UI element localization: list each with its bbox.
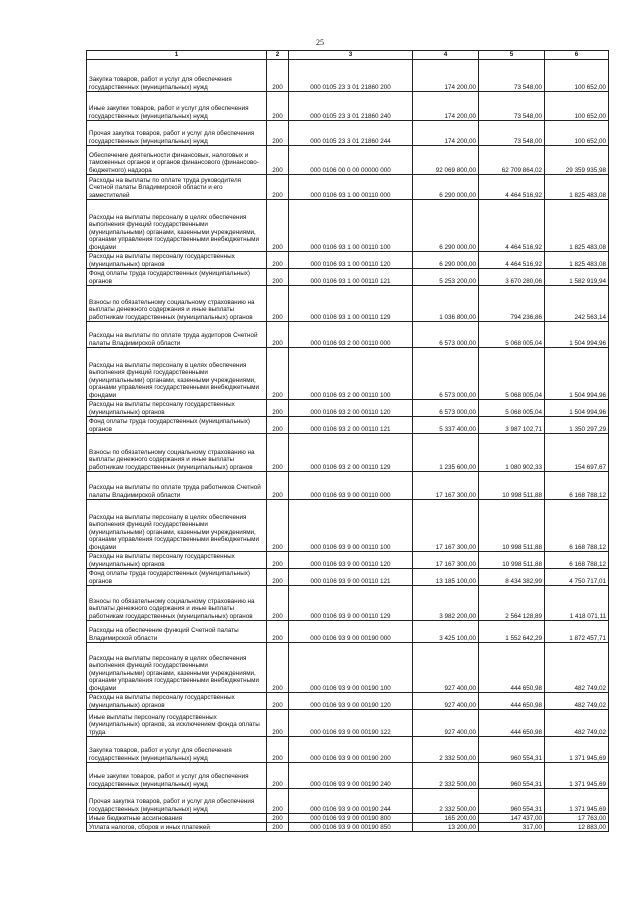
row-approved-cell: 92 069 800,00 [413, 146, 479, 175]
row-line-code-cell: 200 [267, 175, 289, 200]
row-unexecuted-cell: 100 652,00 [545, 92, 609, 121]
row-budget-code-cell: 000 0106 93 9 00 00190 122 [289, 710, 413, 737]
row-approved-cell: 6 290 000,00 [413, 252, 479, 269]
table-row [87, 693, 609, 710]
row-budget-code-cell: 000 0106 93 9 00 00190 200 [289, 737, 413, 763]
row-line-code-cell: 200 [267, 643, 289, 693]
row-line-code-cell: 200 [267, 252, 289, 269]
table-row [87, 200, 609, 252]
row-executed-cell: 444 650,98 [479, 710, 545, 737]
row-line-code-cell: 200 [267, 286, 289, 322]
row-name-cell: Фонд оплаты труда государственных (муниципальных) органов [87, 417, 267, 434]
row-unexecuted-cell: 1 825 483,08 [545, 175, 609, 200]
row-budget-code-cell: 000 0106 93 2 00 00110 120 [289, 400, 413, 417]
row-budget-code-cell: 000 0106 93 9 00 00110 121 [289, 569, 413, 586]
table-row [87, 60, 609, 92]
row-unexecuted-cell: 6 168 788,12 [545, 552, 609, 569]
row-approved-cell: 2 332 500,00 [413, 737, 479, 763]
table-row [87, 814, 609, 823]
table-row [87, 252, 609, 269]
row-name-cell: Расходы на выплаты персоналу в целях обеспечения выполнения функций государственными (муниципальными) органами, казенными учреждениями, органами управления государственными внебюджетными фондами [87, 200, 267, 252]
row-executed-cell: 4 464 516,92 [479, 175, 545, 200]
row-name-cell: Иные закупки товаров, работ и услуг для обеспечения государственных (муниципальных) нужд [87, 92, 267, 121]
row-name-cell: Взносы по обязательному социальному страхованию на выплаты денежного содержания и иные выплаты работникам государственных (муниципальных) органов [87, 286, 267, 322]
row-approved-cell: 17 167 300,00 [413, 500, 479, 552]
column-header: 6 [545, 51, 609, 60]
row-budget-code-cell: 000 0106 93 1 00 00110 120 [289, 252, 413, 269]
row-unexecuted-cell: 1 371 945,69 [545, 737, 609, 763]
row-unexecuted-cell: 242 563,14 [545, 286, 609, 322]
row-executed-cell: 5 068 005,04 [479, 322, 545, 348]
table-row [87, 569, 609, 586]
row-executed-cell: 5 068 005,04 [479, 348, 545, 400]
row-unexecuted-cell: 6 168 788,12 [545, 472, 609, 500]
row-unexecuted-cell: 1 825 483,08 [545, 200, 609, 252]
table-row [87, 434, 609, 472]
table-row [87, 121, 609, 146]
row-budget-code-cell: 000 0106 93 9 00 00110 100 [289, 500, 413, 552]
row-name-cell: Расходы на выплаты по оплате труда аудиторов Счетной палаты Владимирской области [87, 322, 267, 348]
row-line-code-cell: 200 [267, 400, 289, 417]
table-row [87, 269, 609, 286]
row-unexecuted-cell: 482 749,02 [545, 643, 609, 693]
table-row [87, 710, 609, 737]
column-header: 3 [289, 51, 413, 60]
row-line-code-cell: 200 [267, 814, 289, 823]
row-budget-code-cell: 000 0106 93 9 00 00190 244 [289, 789, 413, 814]
row-unexecuted-cell: 29 359 935,98 [545, 146, 609, 175]
row-approved-cell: 2 332 500,00 [413, 789, 479, 814]
row-name-cell: Расходы на выплаты персоналу в целях обеспечения выполнения функций государственными (муниципальными) органами, казенными учреждениями, органами управления государственными внебюджетными фондами [87, 500, 267, 552]
row-executed-cell: 3 670 280,06 [479, 269, 545, 286]
table-body [87, 60, 609, 832]
row-executed-cell: 62 709 864,02 [479, 146, 545, 175]
row-budget-code-cell: 000 0106 93 1 00 00110 000 [289, 175, 413, 200]
table-row [87, 417, 609, 434]
row-line-code-cell: 200 [267, 569, 289, 586]
table-row [87, 763, 609, 789]
row-line-code-cell: 200 [267, 472, 289, 500]
row-name-cell: Взносы по обязательному социальному страхованию на выплаты денежного содержания и иные выплаты работникам государственных (муниципальных) органов [87, 434, 267, 472]
column-header: 4 [413, 51, 479, 60]
row-approved-cell: 13 185 100,00 [413, 569, 479, 586]
row-approved-cell: 6 573 000,00 [413, 400, 479, 417]
row-budget-code-cell: 000 0106 93 1 00 00110 100 [289, 200, 413, 252]
row-name-cell: Расходы на выплаты персоналу государственных (муниципальных) органов [87, 552, 267, 569]
row-approved-cell: 6 290 000,00 [413, 175, 479, 200]
row-budget-code-cell: 000 0106 93 1 00 00110 129 [289, 286, 413, 322]
table-row [87, 92, 609, 121]
table-row [87, 823, 609, 832]
row-line-code-cell: 200 [267, 586, 289, 621]
row-approved-cell: 174 200,00 [413, 121, 479, 146]
table-row [87, 400, 609, 417]
row-line-code-cell: 200 [267, 789, 289, 814]
row-budget-code-cell: 000 0105 23 3 01 21860 200 [289, 60, 413, 92]
row-name-cell: Иные бюджетные ассигнования [87, 814, 267, 823]
row-approved-cell: 1 036 800,00 [413, 286, 479, 322]
row-unexecuted-cell: 100 652,00 [545, 121, 609, 146]
row-unexecuted-cell: 1 504 994,96 [545, 322, 609, 348]
row-line-code-cell: 200 [267, 621, 289, 643]
row-unexecuted-cell: 1 504 994,96 [545, 348, 609, 400]
row-line-code-cell: 200 [267, 823, 289, 832]
row-name-cell: Расходы на выплаты персоналу государственных (муниципальных) органов [87, 400, 267, 417]
column-header: 2 [267, 51, 289, 60]
row-executed-cell: 960 554,31 [479, 789, 545, 814]
row-budget-code-cell: 000 0106 93 2 00 00110 000 [289, 322, 413, 348]
row-unexecuted-cell: 482 749,02 [545, 710, 609, 737]
row-executed-cell: 4 464 516,92 [479, 252, 545, 269]
table-row [87, 472, 609, 500]
row-executed-cell: 3 987 102,71 [479, 417, 545, 434]
row-unexecuted-cell: 482 749,02 [545, 693, 609, 710]
row-line-code-cell: 200 [267, 322, 289, 348]
row-unexecuted-cell: 1 825 483,08 [545, 252, 609, 269]
row-approved-cell: 17 167 300,00 [413, 472, 479, 500]
row-name-cell: Расходы на выплаты по оплате труда работников Счетной палаты Владимирской области [87, 472, 267, 500]
row-line-code-cell: 200 [267, 500, 289, 552]
row-budget-code-cell: 000 0106 93 9 00 00190 240 [289, 763, 413, 789]
row-executed-cell: 444 650,98 [479, 693, 545, 710]
row-approved-cell: 6 573 000,00 [413, 322, 479, 348]
row-name-cell: Закупка товаров, работ и услуг для обеспечения государственных (муниципальных) нужд [87, 737, 267, 763]
row-line-code-cell: 200 [267, 763, 289, 789]
row-name-cell: Иные выплаты персоналу государственных (муниципальных) органов, за исключением фонда оплаты труда [87, 710, 267, 737]
row-budget-code-cell: 000 0106 93 2 00 00110 129 [289, 434, 413, 472]
budget-execution-table [86, 50, 609, 832]
row-name-cell: Расходы на обеспечение функций Счетной палаты Владимирской области [87, 621, 267, 643]
table-row [87, 586, 609, 621]
row-line-code-cell: 200 [267, 710, 289, 737]
row-approved-cell: 13 200,00 [413, 823, 479, 832]
row-name-cell: Закупка товаров, работ и услуг для обеспечения государственных (муниципальных) нужд [87, 60, 267, 92]
row-executed-cell: 794 236,86 [479, 286, 545, 322]
row-budget-code-cell: 000 0105 23 3 01 21860 240 [289, 92, 413, 121]
row-name-cell: Расходы на выплаты по оплате труда руководителя Счетной палаты Владимирской области и его заместителей [87, 175, 267, 200]
row-approved-cell: 174 200,00 [413, 60, 479, 92]
row-approved-cell: 3 982 200,00 [413, 586, 479, 621]
row-executed-cell: 73 548,00 [479, 92, 545, 121]
table-row [87, 286, 609, 322]
row-budget-code-cell: 000 0106 93 9 00 00110 129 [289, 586, 413, 621]
row-budget-code-cell: 000 0106 00 0 00 00000 000 [289, 146, 413, 175]
row-unexecuted-cell: 154 697,67 [545, 434, 609, 472]
row-unexecuted-cell: 1 371 945,69 [545, 789, 609, 814]
row-line-code-cell: 200 [267, 348, 289, 400]
row-budget-code-cell: 000 0106 93 9 00 00190 120 [289, 693, 413, 710]
row-line-code-cell: 200 [267, 552, 289, 569]
row-unexecuted-cell: 12 883,00 [545, 823, 609, 832]
row-budget-code-cell: 000 0106 93 1 00 00110 121 [289, 269, 413, 286]
row-executed-cell: 960 554,31 [479, 737, 545, 763]
row-line-code-cell: 200 [267, 434, 289, 472]
row-budget-code-cell: 000 0106 93 2 00 00110 100 [289, 348, 413, 400]
row-approved-cell: 927 400,00 [413, 710, 479, 737]
row-line-code-cell: 200 [267, 200, 289, 252]
column-header: 5 [479, 51, 545, 60]
row-unexecuted-cell: 1 418 071,11 [545, 586, 609, 621]
row-unexecuted-cell: 4 750 717,01 [545, 569, 609, 586]
table-row [87, 146, 609, 175]
row-executed-cell: 10 998 511,88 [479, 552, 545, 569]
row-unexecuted-cell: 6 168 788,12 [545, 500, 609, 552]
row-executed-cell: 147 437,00 [479, 814, 545, 823]
row-executed-cell: 73 548,00 [479, 60, 545, 92]
table-row [87, 322, 609, 348]
table-row [87, 789, 609, 814]
row-line-code-cell: 200 [267, 121, 289, 146]
row-budget-code-cell: 000 0106 93 9 00 00190 850 [289, 823, 413, 832]
row-approved-cell: 165 200,00 [413, 814, 479, 823]
row-budget-code-cell: 000 0106 93 9 00 00110 120 [289, 552, 413, 569]
page-number: 25 [316, 38, 324, 47]
row-unexecuted-cell: 17 763,00 [545, 814, 609, 823]
row-name-cell: Прочая закупка товаров, работ и услуг для обеспечения государственных (муниципальных) нужд [87, 789, 267, 814]
row-executed-cell: 73 548,00 [479, 121, 545, 146]
row-unexecuted-cell: 1 350 297,29 [545, 417, 609, 434]
row-approved-cell: 2 332 500,00 [413, 763, 479, 789]
row-approved-cell: 174 200,00 [413, 92, 479, 121]
row-executed-cell: 2 564 128,89 [479, 586, 545, 621]
table-row [87, 175, 609, 200]
table-row [87, 737, 609, 763]
row-approved-cell: 927 400,00 [413, 693, 479, 710]
row-approved-cell: 6 573 000,00 [413, 348, 479, 400]
row-executed-cell: 317,00 [479, 823, 545, 832]
row-approved-cell: 6 290 000,00 [413, 200, 479, 252]
row-name-cell: Прочая закупка товаров, работ и услуг для обеспечения государственных (муниципальных) нужд [87, 121, 267, 146]
row-approved-cell: 927 400,00 [413, 643, 479, 693]
table-row [87, 643, 609, 693]
row-name-cell: Взносы по обязательному социальному страхованию на выплаты денежного содержания и иные выплаты работникам государственных (муниципальных) органов [87, 586, 267, 621]
row-name-cell: Обеспечение деятельности финансовых, налоговых и таможенных органов и органов финансового (финансово-бюджетного) надзора [87, 146, 267, 175]
row-executed-cell: 8 434 382,99 [479, 569, 545, 586]
column-header: 1 [87, 51, 267, 60]
row-executed-cell: 1 552 642,29 [479, 621, 545, 643]
row-approved-cell: 5 337 400,00 [413, 417, 479, 434]
row-name-cell: Иные закупки товаров, работ и услуг для обеспечения государственных (муниципальных) нужд [87, 763, 267, 789]
row-line-code-cell: 200 [267, 146, 289, 175]
column-number-row [87, 51, 609, 60]
row-name-cell: Фонд оплаты труда государственных (муниципальных) органов [87, 569, 267, 586]
row-budget-code-cell: 000 0106 93 9 00 00190 100 [289, 643, 413, 693]
row-executed-cell: 5 068 005,04 [479, 400, 545, 417]
row-unexecuted-cell: 100 652,00 [545, 60, 609, 92]
row-line-code-cell: 200 [267, 92, 289, 121]
row-executed-cell: 960 554,31 [479, 763, 545, 789]
row-executed-cell: 1 080 902,33 [479, 434, 545, 472]
row-line-code-cell: 200 [267, 269, 289, 286]
row-approved-cell: 1 235 600,00 [413, 434, 479, 472]
row-unexecuted-cell: 1 582 919,94 [545, 269, 609, 286]
row-unexecuted-cell: 1 504 994,96 [545, 400, 609, 417]
row-name-cell: Расходы на выплаты персоналу государственных (муниципальных) органов [87, 693, 267, 710]
row-line-code-cell: 200 [267, 693, 289, 710]
row-line-code-cell: 200 [267, 417, 289, 434]
row-unexecuted-cell: 1 872 457,71 [545, 621, 609, 643]
row-name-cell: Расходы на выплаты персоналу государственных (муниципальных) органов [87, 252, 267, 269]
table-row [87, 348, 609, 400]
row-executed-cell: 4 464 516,92 [479, 200, 545, 252]
row-approved-cell: 3 425 100,00 [413, 621, 479, 643]
row-name-cell: Уплата налогов, сборов и иных платежей [87, 823, 267, 832]
row-line-code-cell: 200 [267, 60, 289, 92]
row-approved-cell: 17 167 300,00 [413, 552, 479, 569]
row-name-cell: Расходы на выплаты персоналу в целях обеспечения выполнения функций государственными (муниципальными) органами, казенными учреждениями, органами управления государственными внебюджетными фондами [87, 643, 267, 693]
row-executed-cell: 444 650,98 [479, 643, 545, 693]
row-approved-cell: 5 253 200,00 [413, 269, 479, 286]
row-budget-code-cell: 000 0106 93 9 00 00190 000 [289, 621, 413, 643]
table-row [87, 500, 609, 552]
row-executed-cell: 10 998 511,88 [479, 472, 545, 500]
row-line-code-cell: 200 [267, 737, 289, 763]
row-name-cell: Фонд оплаты труда государственных (муниципальных) органов [87, 269, 267, 286]
table-row [87, 552, 609, 569]
row-unexecuted-cell: 1 371 945,69 [545, 763, 609, 789]
row-budget-code-cell: 000 0106 93 9 00 00110 000 [289, 472, 413, 500]
row-executed-cell: 10 998 511,88 [479, 500, 545, 552]
table-row [87, 621, 609, 643]
row-budget-code-cell: 000 0106 93 9 00 00190 800 [289, 814, 413, 823]
row-budget-code-cell: 000 0105 23 3 01 21860 244 [289, 121, 413, 146]
row-budget-code-cell: 000 0106 93 2 00 00110 121 [289, 417, 413, 434]
row-name-cell: Расходы на выплаты персоналу в целях обеспечения выполнения функций государственными (муниципальными) органами, казенными учреждениями, органами управления государственными внебюджетными фондами [87, 348, 267, 400]
